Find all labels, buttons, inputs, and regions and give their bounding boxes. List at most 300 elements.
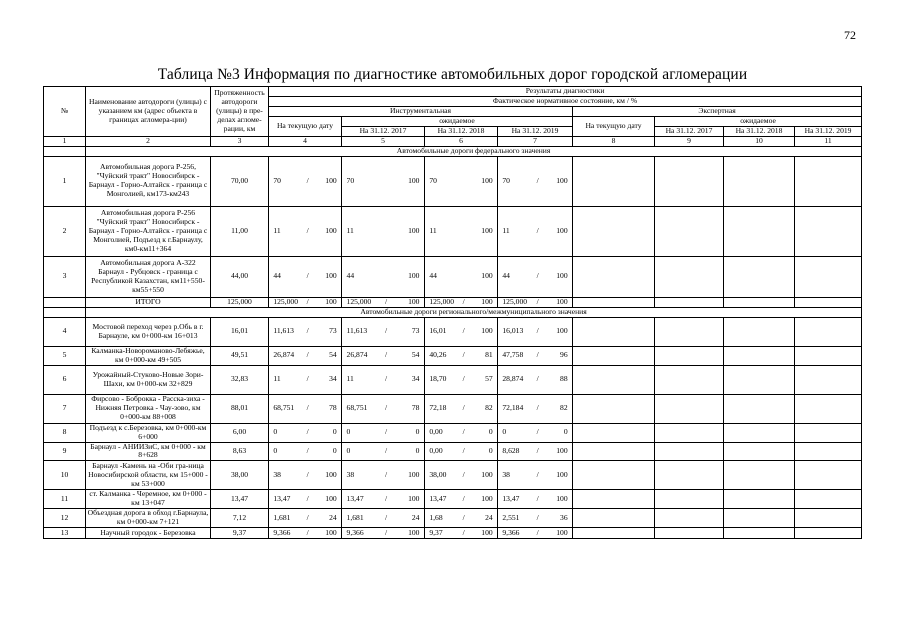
expert-cell — [724, 256, 795, 297]
header-2017-expert: На 31.12. 2017 — [655, 126, 724, 136]
expert-cell — [795, 528, 862, 539]
page-number: 72 — [844, 28, 856, 42]
percent-value: 100 — [481, 175, 493, 185]
value-cell — [425, 490, 498, 509]
percent-value: 82 — [560, 403, 568, 413]
km-value: 11 — [346, 225, 354, 235]
km-value: 44 — [429, 271, 437, 281]
road-name: Автомобильная дорога Р-256, "Чуйский тракт" Новосибирск - Барнаул - Горно-Алтайск - граница с Монголией, км173-км243 — [86, 156, 211, 206]
total-length: 125,000 — [211, 297, 269, 307]
expert-cell — [655, 442, 724, 461]
col-num: 9 — [655, 136, 724, 146]
col-num: 10 — [724, 136, 795, 146]
km-value: 125,000 — [502, 297, 528, 306]
km-value: 0 — [346, 427, 351, 437]
value-cell — [425, 528, 498, 539]
km-value: 13,47 — [502, 493, 520, 503]
km-value: 11 — [273, 225, 281, 235]
expert-cell — [655, 528, 724, 539]
percent-value: 82 — [485, 403, 493, 413]
separator: / — [384, 512, 388, 522]
row-number: 3 — [44, 256, 86, 297]
row-number: 11 — [44, 490, 86, 509]
value-cell — [269, 346, 342, 365]
percent-value: 100 — [481, 297, 493, 306]
expert-cell — [724, 490, 795, 509]
header-results: Результаты диагностики — [269, 87, 862, 97]
percent-value: 100 — [481, 493, 493, 503]
separator: / — [306, 326, 309, 336]
km-value: 9,366 — [273, 527, 291, 537]
percent-value: 100 — [556, 493, 568, 503]
col-num: 7 — [498, 136, 573, 146]
table-row — [44, 256, 862, 297]
road-name: Мостовой переход через р.Обь в г. Барнауле, км 0+000-км 16+013 — [86, 317, 211, 346]
expert-cell — [795, 365, 862, 394]
value-cell — [498, 423, 573, 442]
km-value: 11,613 — [346, 326, 368, 336]
expert-cell — [655, 156, 724, 206]
table-row — [44, 206, 862, 256]
road-length: 38,00 — [211, 461, 269, 490]
percent-value: 0 — [415, 446, 420, 455]
value-cell — [269, 156, 342, 206]
header-2018-expert: На 31.12. 2018 — [724, 126, 795, 136]
percent-value: 100 — [325, 469, 337, 479]
km-value: 38 — [502, 469, 510, 479]
value-cell — [425, 346, 498, 365]
value-cell — [498, 317, 573, 346]
expert-cell — [573, 206, 655, 256]
expert-cell — [724, 442, 795, 461]
value-cell — [269, 442, 342, 461]
expert-cell — [795, 490, 862, 509]
separator: / — [536, 271, 539, 281]
row-number: 10 — [44, 461, 86, 490]
separator: / — [384, 326, 388, 336]
value-cell — [269, 528, 342, 539]
percent-value: 100 — [325, 527, 337, 537]
expert-cell — [573, 442, 655, 461]
value-cell — [269, 490, 342, 509]
value-cell — [342, 206, 425, 256]
expert-cell — [795, 256, 862, 297]
percent-value: 36 — [560, 512, 568, 522]
expert-cell — [724, 423, 795, 442]
value-cell — [498, 297, 573, 307]
row-number: 2 — [44, 206, 86, 256]
road-name: Калманка-Новороманово-Лебяжье, км 0+000-км 49+505 — [86, 346, 211, 365]
row-number: 13 — [44, 528, 86, 539]
expert-cell — [795, 206, 862, 256]
percent-value: 100 — [481, 469, 493, 479]
table-row — [44, 509, 862, 528]
road-length: 7,12 — [211, 509, 269, 528]
road-length: 70,00 — [211, 156, 269, 206]
percent-value: 100 — [408, 469, 420, 479]
header-2018-instr: На 31.12. 2018 — [425, 126, 498, 136]
km-value: 8,628 — [502, 446, 520, 455]
road-length: 88,01 — [211, 394, 269, 423]
value-cell — [498, 461, 573, 490]
row-number: 12 — [44, 509, 86, 528]
value-cell — [269, 423, 342, 442]
percent-value: 0 — [488, 427, 493, 437]
header-road-name: Наименование автодороги (улицы) с указанием км (адрес объекта в границах агломера-ции) — [86, 87, 211, 137]
value-cell — [342, 346, 425, 365]
value-cell — [425, 206, 498, 256]
separator: / — [306, 427, 309, 437]
total-label: ИТОГО — [86, 297, 211, 307]
separator: / — [306, 493, 309, 503]
km-value: 26,874 — [346, 350, 368, 360]
row-number: 9 — [44, 442, 86, 461]
row-number: 1 — [44, 156, 86, 206]
km-value: 11 — [346, 374, 354, 384]
km-value: 2,551 — [502, 512, 520, 522]
expert-cell — [573, 528, 655, 539]
separator: / — [462, 374, 465, 384]
expert-cell — [655, 490, 724, 509]
km-value: 16,013 — [502, 326, 524, 336]
road-length: 11,00 — [211, 206, 269, 256]
value-cell — [425, 423, 498, 442]
percent-value: 34 — [329, 374, 337, 384]
value-cell — [342, 156, 425, 206]
km-value: 1,68 — [429, 512, 443, 522]
value-cell — [425, 365, 498, 394]
separator: / — [536, 175, 539, 185]
separator: / — [536, 326, 539, 336]
road-length: 49,51 — [211, 346, 269, 365]
percent-value: 0 — [332, 446, 337, 455]
percent-value: 100 — [556, 527, 568, 537]
value-cell — [498, 442, 573, 461]
km-value: 11 — [429, 225, 437, 235]
road-name: Автомобильная дорога А-322 Барнаул - Рубцовск - граница с Республикой Казахстан, км11+550-км55+550 — [86, 256, 211, 297]
header-expert: Экспертная — [573, 106, 862, 116]
km-value: 13,47 — [273, 493, 291, 503]
km-value: 18,70 — [429, 374, 447, 384]
road-name: Научный городок - Березовка — [86, 528, 211, 539]
expert-cell — [573, 365, 655, 394]
separator: / — [306, 527, 309, 537]
table-row — [44, 394, 862, 423]
separator: / — [462, 469, 465, 479]
separator: / — [462, 297, 465, 306]
table-row — [44, 423, 862, 442]
km-value: 44 — [346, 271, 355, 281]
value-cell — [425, 317, 498, 346]
col-num: 5 — [342, 136, 425, 146]
road-length: 8,63 — [211, 442, 269, 461]
percent-value: 100 — [481, 527, 493, 537]
percent-value: 78 — [329, 403, 337, 413]
km-value: 70 — [502, 175, 510, 185]
header-actual-state: Фактическое нормативное состояние, км / % — [269, 96, 862, 106]
expert-cell — [573, 297, 655, 307]
value-cell — [498, 256, 573, 297]
separator: / — [306, 512, 309, 522]
km-value: 0 — [346, 446, 351, 455]
percent-value: 100 — [556, 469, 568, 479]
value-cell — [498, 394, 573, 423]
separator: / — [462, 326, 465, 336]
section-regional-roads: Автомобильные дороги регионального/межмуниципального значения — [86, 307, 862, 317]
km-value: 44 — [273, 271, 281, 281]
expert-cell — [655, 297, 724, 307]
km-value: 0,00 — [429, 427, 443, 437]
km-value: 13,47 — [346, 493, 364, 503]
value-cell — [342, 528, 425, 539]
expert-cell — [724, 156, 795, 206]
separator: / — [306, 175, 309, 185]
separator: / — [384, 403, 388, 413]
percent-value: 100 — [556, 225, 568, 235]
separator: / — [536, 527, 539, 537]
expert-cell — [655, 317, 724, 346]
table-row — [44, 317, 862, 346]
value-cell — [498, 346, 573, 365]
separator: / — [306, 297, 309, 306]
percent-value: 100 — [408, 297, 420, 306]
separator: / — [384, 446, 388, 455]
percent-value: 78 — [411, 403, 420, 413]
road-name: Фирсово - Боброкка - Расска-зиха - Нижняя Петровка - Чау-зово, км 0+000-км 88+008 — [86, 394, 211, 423]
km-value: 11 — [273, 374, 281, 384]
separator: / — [306, 403, 309, 413]
table-row — [44, 461, 862, 490]
percent-value: 100 — [556, 175, 568, 185]
expert-cell — [795, 156, 862, 206]
percent-value: 73 — [329, 326, 337, 336]
separator: / — [306, 374, 309, 384]
road-length: 44,00 — [211, 256, 269, 297]
col-num: 11 — [795, 136, 862, 146]
separator: / — [536, 446, 539, 455]
expert-cell — [724, 317, 795, 346]
col-num: 6 — [425, 136, 498, 146]
expert-cell — [573, 423, 655, 442]
separator: / — [384, 427, 388, 437]
percent-value: 0 — [488, 446, 493, 455]
expert-cell — [655, 423, 724, 442]
value-cell — [425, 509, 498, 528]
value-cell — [269, 365, 342, 394]
separator: / — [536, 297, 539, 306]
total-row — [44, 297, 862, 307]
expert-cell — [724, 528, 795, 539]
road-name: Барнаул - АНИИЗиС, км 0+000 - км 8+628 — [86, 442, 211, 461]
table-row — [44, 528, 862, 539]
expert-cell — [655, 509, 724, 528]
value-cell — [342, 365, 425, 394]
percent-value: 100 — [325, 271, 337, 281]
percent-value: 100 — [556, 271, 568, 281]
percent-value: 100 — [408, 527, 420, 537]
km-value: 13,47 — [429, 493, 447, 503]
km-value: 38 — [273, 469, 281, 479]
road-length: 16,01 — [211, 317, 269, 346]
table-row — [44, 442, 862, 461]
separator: / — [306, 350, 309, 360]
col-num: 2 — [86, 136, 211, 146]
separator: / — [384, 469, 388, 479]
value-cell — [342, 256, 425, 297]
km-value: 40,26 — [429, 350, 447, 360]
header-num: № — [44, 87, 86, 137]
expert-cell — [655, 206, 724, 256]
km-value: 70 — [273, 175, 281, 185]
percent-value: 0 — [563, 427, 568, 437]
road-length: 13,47 — [211, 490, 269, 509]
separator: / — [462, 527, 465, 537]
separator: / — [384, 374, 388, 384]
km-value: 9,37 — [429, 527, 443, 537]
expert-cell — [795, 461, 862, 490]
percent-value: 100 — [556, 446, 568, 455]
row-number: 7 — [44, 394, 86, 423]
separator: / — [384, 527, 388, 537]
expert-cell — [795, 509, 862, 528]
percent-value: 96 — [560, 350, 568, 360]
km-value: 26,874 — [273, 350, 295, 360]
km-value: 125,000 — [429, 297, 455, 306]
page-title: Таблица №3 Информация по диагностике автомобильных дорог городской агломерации — [157, 66, 748, 83]
road-length: 6,00 — [211, 423, 269, 442]
expert-cell — [795, 317, 862, 346]
km-value: 72,18 — [429, 403, 447, 413]
separator: / — [306, 271, 309, 281]
percent-value: 73 — [411, 326, 420, 336]
separator: / — [306, 469, 309, 479]
road-name: Автомобильная дорога Р-256 "Чуйский тракт" Новосибирск - Барнаул - Горно-Алтайск - граница с Монголией, Подъезд к г.Барнаулу, км0-км11+364 — [86, 206, 211, 256]
col-num: 8 — [573, 136, 655, 146]
expert-cell — [724, 394, 795, 423]
percent-value: 100 — [481, 326, 493, 336]
section-federal-roads: Автомобильные дороги федерального значения — [86, 146, 862, 156]
col-num: 1 — [44, 136, 86, 146]
separator: / — [536, 403, 539, 413]
percent-value: 0 — [332, 427, 337, 437]
expert-cell — [795, 297, 862, 307]
percent-value: 81 — [485, 350, 493, 360]
road-name: ст. Калманка - Черемное, км 0+000 - км 13+047 — [86, 490, 211, 509]
value-cell — [498, 490, 573, 509]
percent-value: 100 — [325, 297, 337, 306]
percent-value: 100 — [325, 225, 337, 235]
expert-cell — [724, 206, 795, 256]
value-cell — [342, 394, 425, 423]
expert-cell — [724, 461, 795, 490]
table-row — [44, 156, 862, 206]
value-cell — [498, 528, 573, 539]
percent-value: 100 — [408, 175, 420, 185]
expert-cell — [655, 256, 724, 297]
km-value: 70 — [429, 175, 437, 185]
km-value: 44 — [502, 271, 510, 281]
km-value: 0 — [502, 427, 507, 437]
separator: / — [536, 427, 539, 437]
km-value: 0 — [273, 446, 278, 455]
percent-value: 57 — [485, 374, 493, 384]
km-value: 1,681 — [346, 512, 364, 522]
expert-cell — [795, 394, 862, 423]
value-cell — [425, 394, 498, 423]
header-instrumental: Инструментальная — [269, 106, 573, 116]
expert-cell — [724, 365, 795, 394]
percent-value: 24 — [329, 512, 337, 522]
percent-value: 54 — [329, 350, 337, 360]
separator: / — [536, 350, 539, 360]
header-2017-instr: На 31.12. 2017 — [342, 126, 425, 136]
km-value: 125,000 — [273, 297, 299, 306]
empty-cell — [44, 307, 86, 317]
value-cell — [498, 509, 573, 528]
road-name: Урожайный-Стуково-Новые Зори-Шахи, км 0+000-км 32+829 — [86, 365, 211, 394]
value-cell — [269, 297, 342, 307]
value-cell — [425, 256, 498, 297]
header-current-date-expert: На текущую дату — [573, 116, 655, 136]
percent-value: 24 — [411, 512, 420, 522]
diagnostics-table — [43, 86, 862, 539]
percent-value: 100 — [481, 225, 493, 235]
km-value: 125,000 — [346, 297, 372, 306]
expert-cell — [573, 490, 655, 509]
percent-value: 100 — [408, 493, 420, 503]
separator: / — [536, 493, 539, 503]
expert-cell — [573, 317, 655, 346]
separator: / — [306, 225, 309, 235]
road-name: Подъезд к с.Березовка, км 0+000-км 6+000 — [86, 423, 211, 442]
column-number-row — [44, 136, 862, 146]
value-cell — [342, 317, 425, 346]
row-number: 5 — [44, 346, 86, 365]
table-row — [44, 490, 862, 509]
km-value: 68,751 — [346, 403, 368, 413]
expert-cell — [795, 423, 862, 442]
road-name: Объездная дорога в обход г.Барнаула, км 0+000-км 7+121 — [86, 509, 211, 528]
header-length: Протяженность автодороги (улицы) в пре-делах агломе-рации, км — [211, 87, 269, 137]
value-cell — [269, 509, 342, 528]
percent-value: 100 — [481, 271, 493, 281]
percent-value: 24 — [485, 512, 493, 522]
value-cell — [269, 461, 342, 490]
separator: / — [384, 297, 388, 306]
km-value: 72,184 — [502, 403, 524, 413]
km-value: 9,366 — [502, 527, 520, 537]
header-expected-expert: ожидаемое — [655, 116, 862, 126]
value-cell — [498, 365, 573, 394]
value-cell — [425, 156, 498, 206]
km-value: 1,681 — [273, 512, 291, 522]
col-num: 4 — [269, 136, 342, 146]
percent-value: 100 — [408, 271, 420, 281]
total-num — [44, 297, 86, 307]
expert-cell — [724, 297, 795, 307]
percent-value: 100 — [325, 175, 337, 185]
separator: / — [462, 493, 465, 503]
percent-value: 54 — [411, 350, 420, 360]
header-2019-instr: На 31.12. 2019 — [498, 126, 573, 136]
value-cell — [269, 317, 342, 346]
separator: / — [536, 512, 539, 522]
expert-cell — [573, 394, 655, 423]
separator: / — [462, 403, 465, 413]
expert-cell — [573, 346, 655, 365]
km-value: 16,01 — [429, 326, 447, 336]
separator: / — [384, 350, 388, 360]
